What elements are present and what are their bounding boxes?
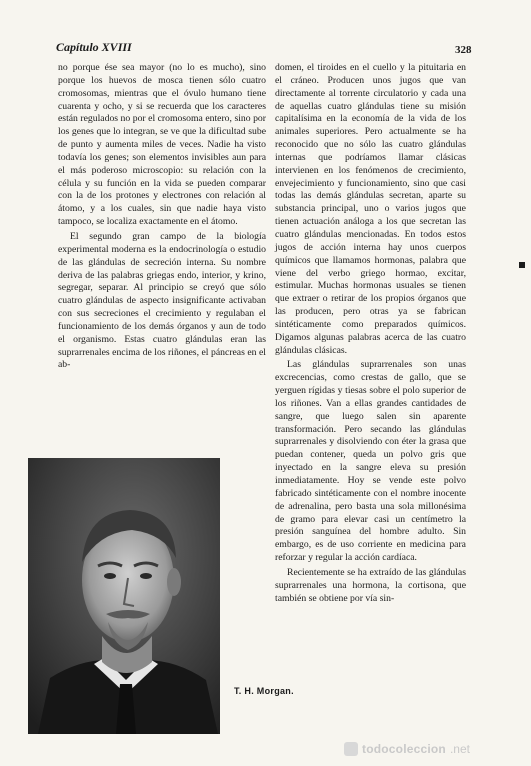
- right-column: [275, 62, 466, 605]
- page-number: 328: [455, 44, 472, 56]
- watermark-brand: todocoleccion: [362, 742, 446, 756]
- chapter-header: Capítulo XVIII: [56, 40, 132, 54]
- right-paragraph-2: Las glándulas suprarrenales son unas excrecencias, como crestas de gallo, que se yerguen rígidas y tiesas sobre el polo superior de los riñones. Van a ellas grandes cantidades de sangre, que luego salen sin aparente transformación. Pero secando las glándulas suprarrenales y disolviendo con éter la grasa que puedan contener, queda un polvo gris que inyectado en la sangre eleva su presión inmediatamente. Hoy se vende este polvo fabricado sintéticamente con el nombre inocente de adrenalina, pero basta una sola millonésima de gramo para elevar casi un centímetro la presión sanguínea del hombre adulto. Sin embargo, es de uso corriente en medicina para reforzar y regular la acción cardíaca.: [275, 359, 466, 564]
- photo-caption: T. H. Morgan.: [234, 686, 294, 696]
- right-paragraph-3: Recientemente se ha extraído de las glándulas suprarrenales una hormona, la cortisona, que también se obtiene por vía sin-: [275, 566, 466, 604]
- right-paragraph-1: domen, el tiroides en el cuello y la pituitaria en el cráneo. Producen unos jugos que van directamente al torrente circulatorio y cada una de aquellas cuatro glándulas tiene su misión capitalísima en la economía de la vida de los animales superiores. Pero actualmente se ha reconocido que no sólo las cuatro glándulas internas que podríamos llamar clásicas intervienen en los fenómenos de crecimiento, envejecimiento y funcionamiento, sino que casi todas las demás glándulas secretan, aparte su substancia principal, uno o varios jugos que tienen actuación análoga a los que secretan las cuatro glándulas mencionadas. En todos estos jugos de acción interna hay unos cuerpos químicos que llamamos hormonas, palabra que viene del verbo griego hormao, excitar, estimular. Muchas hormonas usuales se tienen que extraer o retirar de los propios órganos que las producen, pero otras ya se fabrican sintéticamente como preparados químicos. Digamos algunas palabras acerca de las cuatro glándulas clásicas.: [275, 62, 466, 356]
- margin-marker: [519, 262, 525, 268]
- left-column: [58, 62, 266, 372]
- watermark-suffix: .net: [449, 742, 470, 756]
- left-paragraph-1: no porque ése sea mayor (no lo es mucho), sino porque los huevos de mosca tienen sólo cuatro cromosomas, mientras que el óvulo humano tiene cuarenta y ocho, y si se recuerda que los caracteres están regulados no por el cromosoma entero, sino por los genes que lo integran, se ve que la dificultad sube de punto y aumenta miles de veces. Nadie ha visto todavía los genes; son elementos invisibles aun para el más poderoso microscopio: su relación con la célula y su función en la vida se pueden comparar con la de los protones y electrones con relación al átomo, y a los cuales, sin que nadie haya visto tampoco, se localiza exactamente en el átomo.: [58, 62, 266, 228]
- watermark-logo-icon: [344, 742, 358, 756]
- watermark: [344, 742, 470, 756]
- left-paragraph-2: El segundo gran campo de la biología experimental moderna es la endocrinología o estudio de las glándulas de secreción interna. Su nombre deriva de las palabras griegas endo, interior, y krino, segregar, separar. Al principio se creyó que sólo cuatro glándulas de aspecto insignificante activaban con sus secreciones el crecimiento y regulaban el funcionamiento de los demás órganos y aun de todo el organismo. Estas cuatro glándulas eran las suprarrenales encima de los riñones, el páncreas en el ab-: [58, 230, 266, 371]
- portrait-photo: [28, 458, 220, 734]
